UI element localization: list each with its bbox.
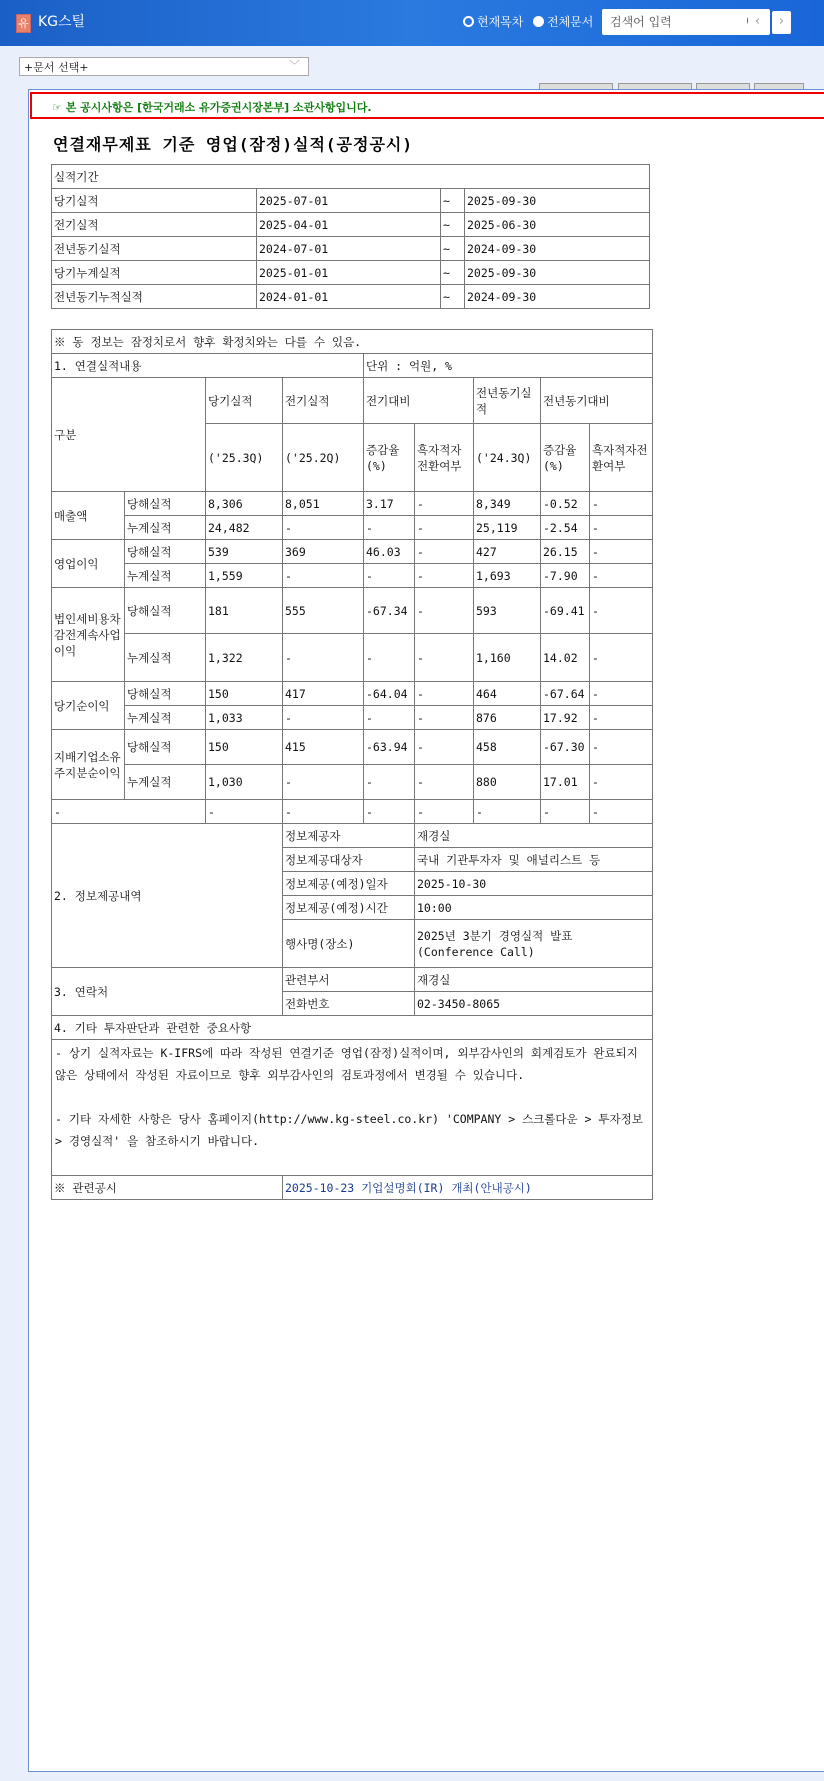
item-name: 지배기업소유주지분순이익 (52, 730, 125, 800)
cell-value: - (415, 492, 474, 516)
cell-value: 880 (474, 765, 541, 800)
period-row (52, 261, 650, 285)
section-2-label: 2. 정보제공내역 (52, 824, 283, 968)
cell-value: - (590, 706, 653, 730)
contact-label: 전화번호 (283, 992, 415, 1016)
cell-value: - (541, 800, 590, 824)
unit-label: 단위 : 억원, % (364, 354, 653, 378)
info-value: 2025-10-30 (415, 872, 653, 896)
other-matters-2: - 기타 자세한 사항은 당사 홈페이지(http://www.kg-steel.co.kr) 'COMPANY > 스크롤다운 > 투자정보 > 경영실적' 을 참조하시기 바랍니다. (55, 1112, 643, 1148)
cell-value: - (206, 800, 283, 824)
period-label: 당기실적 (52, 189, 257, 213)
cell-value: - (415, 634, 474, 682)
cell-value: 8,306 (206, 492, 283, 516)
period-to: 2024-09-30 (465, 237, 650, 261)
row-type: 당해실적 (125, 682, 206, 706)
cell-value: - (590, 800, 653, 824)
cell-value: 415 (283, 730, 364, 765)
cell-value: 14.02 (541, 634, 590, 682)
cell-value: 46.03 (364, 540, 415, 564)
item-name: 당기순이익 (52, 682, 125, 730)
section-4-label: 4. 기타 투자판단과 관련한 중요사항 (52, 1016, 653, 1040)
cell-value: -0.52 (541, 492, 590, 516)
period-sep: ~ (441, 285, 465, 309)
page-title: 연결재무제표 기준 영업(잠정)실적(공정공시) (53, 135, 414, 154)
cell-value: 1,033 (206, 706, 283, 730)
cell-value: 17.01 (541, 765, 590, 800)
header-cur: 당기실적 (206, 378, 283, 424)
header-rate: 증감율(%) (364, 424, 415, 492)
cell-value: 427 (474, 540, 541, 564)
period-from: 2025-01-01 (257, 261, 441, 285)
row-type: 당해실적 (125, 540, 206, 564)
header-gubun: 구분 (52, 378, 206, 492)
cell-value: - (415, 682, 474, 706)
cell-value: - (590, 765, 653, 800)
cell-value: 150 (206, 730, 283, 765)
radio-label: 현재목차 (477, 15, 524, 29)
row-type: 당해실적 (125, 492, 206, 516)
period-header: 실적기간 (52, 165, 650, 189)
results-table (51, 329, 653, 1200)
cell-value: 1,693 (474, 564, 541, 588)
contact-label: 관련부서 (283, 968, 415, 992)
chevron-down-icon: ﹀ (289, 59, 300, 72)
cell-value: -2.54 (541, 516, 590, 540)
cell-value: 369 (283, 540, 364, 564)
cell-value: - (415, 516, 474, 540)
period-sep: ~ (441, 237, 465, 261)
cell-value: 1,030 (206, 765, 283, 800)
cell-value: -67.30 (541, 730, 590, 765)
prev-button[interactable]: ‹ (748, 11, 767, 34)
period-to: 2025-06-30 (465, 213, 650, 237)
cell-value: 593 (474, 588, 541, 634)
period-label: 당기누계실적 (52, 261, 257, 285)
cell-value: - (283, 706, 364, 730)
cell-value: -69.41 (541, 588, 590, 634)
period-sep: ~ (441, 213, 465, 237)
contact-value: 02-3450-8065 (415, 992, 653, 1016)
info-label: 행사명(장소) (283, 920, 415, 968)
cell-value: - (52, 800, 206, 824)
header-cur-period: ('25.3Q) (206, 424, 283, 492)
table-row (52, 540, 653, 564)
period-sep: ~ (441, 261, 465, 285)
table-row (52, 564, 653, 588)
cell-value: - (283, 800, 364, 824)
header-vs-prev: 전기대비 (364, 378, 474, 424)
cell-value: - (364, 765, 415, 800)
cell-value: 8,051 (283, 492, 364, 516)
cell-value: 181 (206, 588, 283, 634)
period-label: 전년동기실적 (52, 237, 257, 261)
row-type: 당해실적 (125, 588, 206, 634)
cell-value: - (415, 800, 474, 824)
item-name: 영업이익 (52, 540, 125, 588)
cell-value: - (364, 634, 415, 682)
cell-value: - (415, 765, 474, 800)
header-yoy: 전년동기실적 (474, 378, 541, 424)
table-row (52, 492, 653, 516)
company-name[interactable]: KG스틸 (38, 14, 86, 30)
period-row (52, 285, 650, 309)
cell-value: - (283, 634, 364, 682)
radio-current-toc[interactable] (463, 13, 523, 30)
info-label: 정보제공대상자 (283, 848, 415, 872)
cell-value: -63.94 (364, 730, 415, 765)
radio-icon (533, 16, 544, 27)
cell-value: - (415, 588, 474, 634)
header-prev-period: ('25.2Q) (283, 424, 364, 492)
period-table (51, 164, 650, 309)
cell-value: 26.15 (541, 540, 590, 564)
related-disclosure-link[interactable]: 2025-10-23 기업설명회(IR) 개최(안내공시) (283, 1176, 653, 1200)
row-type: 누계실적 (125, 516, 206, 540)
cell-value: - (415, 540, 474, 564)
table-row (52, 730, 653, 765)
cell-value: -67.64 (541, 682, 590, 706)
top-bar (0, 0, 824, 46)
other-matters-1: - 상기 실적자료는 K-IFRS에 따라 작성된 연결기준 영업(잠정)실적이며, 외부감사인의 회계검토가 완료되지 않은 상태에서 작성된 자료이므로 향후 외부감사인의 검토과정에서 변경될 수 있습니다. (55, 1046, 638, 1082)
cell-value: - (590, 588, 653, 634)
period-from: 2024-01-01 (257, 285, 441, 309)
cell-value: - (590, 516, 653, 540)
cell-value: 555 (283, 588, 364, 634)
contact-value: 재경실 (415, 968, 653, 992)
cell-value: - (415, 564, 474, 588)
section-1-label: 1. 연결실적내용 (52, 354, 364, 378)
row-type: 당해실적 (125, 730, 206, 765)
cell-value: - (590, 492, 653, 516)
cell-value: - (364, 800, 415, 824)
cell-value: - (590, 682, 653, 706)
cell-value: - (364, 516, 415, 540)
next-button[interactable]: › (772, 11, 791, 34)
jurisdiction-notice: ☞ 본 공시사항은 [한국거래소 유가증권시장본부] 소관사항입니다. (30, 92, 824, 119)
period-from: 2025-04-01 (257, 213, 441, 237)
cell-value: 17.92 (541, 706, 590, 730)
search-placeholder: 검색어 입력 (610, 15, 672, 29)
radio-icon (463, 16, 474, 27)
radio-all-docs[interactable] (533, 13, 593, 30)
header-yoy-period: ('24.3Q) (474, 424, 541, 492)
cell-value: - (283, 765, 364, 800)
info-label: 정보제공자 (283, 824, 415, 848)
header-vs-yoy: 전년동기대비 (541, 378, 653, 424)
cell-value: - (590, 730, 653, 765)
cell-value: - (590, 634, 653, 682)
cell-value: - (283, 564, 364, 588)
item-name: 매출액 (52, 492, 125, 540)
cell-value: 1,160 (474, 634, 541, 682)
cell-value: -67.34 (364, 588, 415, 634)
header-prev: 전기실적 (283, 378, 364, 424)
table-row (52, 800, 653, 824)
info-label: 정보제공(예정)일자 (283, 872, 415, 896)
cell-value: 539 (206, 540, 283, 564)
section-3-label: 3. 연락처 (52, 968, 283, 1016)
header-turn2: 흑자적자전환여부 (590, 424, 653, 492)
cell-value: 3.17 (364, 492, 415, 516)
cell-value: 458 (474, 730, 541, 765)
table-row (52, 588, 653, 634)
company-logo-icon: 유 (16, 14, 31, 33)
period-sep: ~ (441, 189, 465, 213)
period-row (52, 189, 650, 213)
document-select[interactable] (19, 57, 309, 76)
cell-value: - (590, 540, 653, 564)
cell-value: - (474, 800, 541, 824)
period-row (52, 237, 650, 261)
cell-value: 1,559 (206, 564, 283, 588)
cell-value: - (415, 730, 474, 765)
row-type: 누계실적 (125, 765, 206, 800)
period-row (52, 213, 650, 237)
info-value: 국내 기관투자자 및 애널리스트 등 (415, 848, 653, 872)
info-value: 재경실 (415, 824, 653, 848)
table-row (52, 706, 653, 730)
row-type: 누계실적 (125, 564, 206, 588)
info-value: 10:00 (415, 896, 653, 920)
provisional-note: ※ 동 정보는 잠정치로서 향후 확정치와는 다를 수 있음. (52, 330, 653, 354)
cell-value: - (283, 516, 364, 540)
cell-value: 24,482 (206, 516, 283, 540)
period-label: 전년동기누적실적 (52, 285, 257, 309)
period-to: 2024-09-30 (465, 285, 650, 309)
cell-value: -7.90 (541, 564, 590, 588)
item-name: 법인세비용차감전계속사업이익 (52, 588, 125, 682)
table-row (52, 682, 653, 706)
period-to: 2025-09-30 (465, 261, 650, 285)
cell-value: 417 (283, 682, 364, 706)
info-label: 정보제공(예정)시간 (283, 896, 415, 920)
cell-value: - (364, 706, 415, 730)
related-label: ※ 관련공시 (52, 1176, 283, 1200)
cell-value: 464 (474, 682, 541, 706)
cell-value: - (364, 564, 415, 588)
period-from: 2025-07-01 (257, 189, 441, 213)
cell-value: - (415, 706, 474, 730)
search-input[interactable] (602, 9, 770, 35)
cell-value: -64.04 (364, 682, 415, 706)
row-type: 누계실적 (125, 706, 206, 730)
period-label: 전기실적 (52, 213, 257, 237)
cell-value: 876 (474, 706, 541, 730)
row-type: 누계실적 (125, 634, 206, 682)
cell-value: 150 (206, 682, 283, 706)
table-row (52, 765, 653, 800)
other-matters (52, 1040, 653, 1176)
cell-value: - (590, 564, 653, 588)
table-row (52, 634, 653, 682)
radio-label: 전체문서 (547, 15, 594, 29)
cell-value: 1,322 (206, 634, 283, 682)
header-rate2: 증감율(%) (541, 424, 590, 492)
cell-value: 8,349 (474, 492, 541, 516)
header-turn: 흑자적자전환여부 (415, 424, 474, 492)
cell-value: 25,119 (474, 516, 541, 540)
document-select-value: +문서 선택+ (24, 61, 89, 74)
period-to: 2025-09-30 (465, 189, 650, 213)
info-value: 2025년 3분기 경영실적 발표 (Conference Call) (415, 920, 653, 968)
table-row (52, 516, 653, 540)
period-from: 2024-07-01 (257, 237, 441, 261)
